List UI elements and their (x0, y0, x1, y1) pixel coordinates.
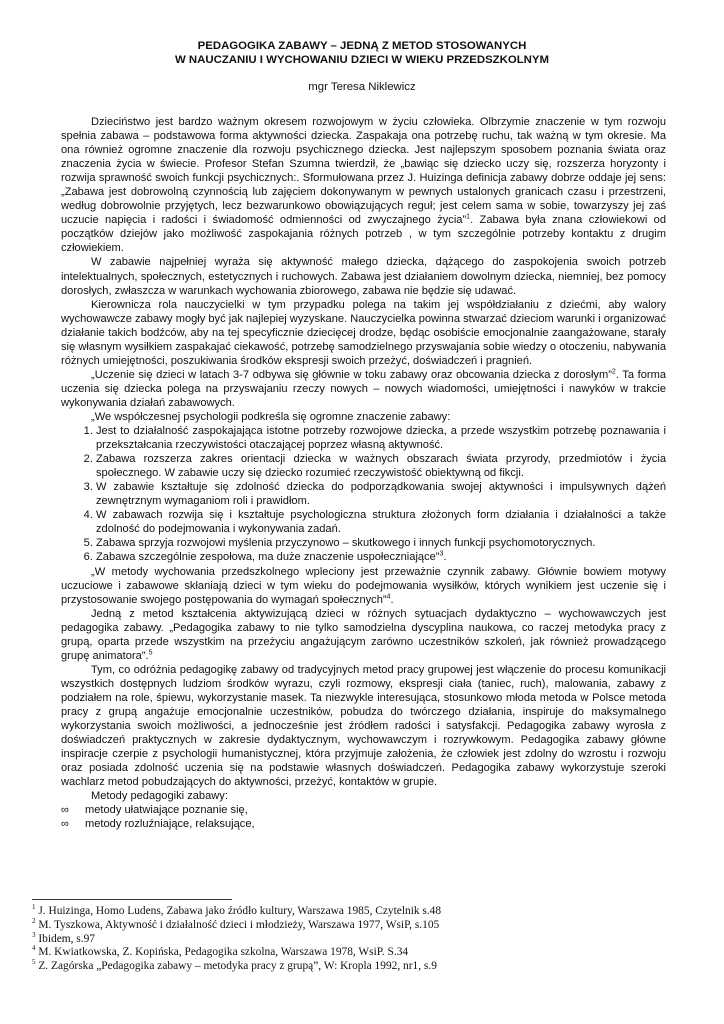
author-name: mgr Teresa Niklewicz (308, 81, 416, 93)
paragraph-7: Jedną z metod kształcenia aktywizującą dzieci w różnych sytuacjach dydaktyczno – wychowawczych jest pedagogika zabawy. „Pedagogika zabawy to nie tylko samodzielna dyscyplina naukowa, co raczej metodyka pracy z grupą, oparta przede wszystkim na przeżyciu angażującym zarówno uczestników szkoleń, jak również prowadzącego grupę animatora”.$^5$ (61, 607, 666, 662)
footnote-1: $^1$ J. Huizinga, Homo Ludens, Zabawa jako źródło kultury, Warszawa 1985, Czytelnik s.48 (32, 903, 442, 917)
footnote-ref-3: 3 (439, 550, 444, 558)
footnote-ref-5: 5 (148, 649, 153, 657)
title-line-2: W NAUCZANIU I WYCHOWANIU DZIECI W WIEKU PRZEDSZKOLNYM (175, 53, 549, 66)
title-line-1: PEDAGOGIKA ZABAWY – JEDNĄ Z METOD STOSOWANYCH (197, 40, 527, 52)
paragraph-9: Metody pedagogiki zabawy: (91, 790, 228, 803)
document-body (61, 115, 666, 831)
paragraph-8: Tym, co odróżnia pedagogikę zabawy od tradycyjnych metod pracy grupowej jest włączenie do procesu komunikacji wszystkich dostępnych ludziom środków wyrazu, czyli rozmowy, ekspresji ciała (taniec, ruch), malowania, zabawy z podziałem na role, śpiewu, wykorzystanie masek. Ta niezwykle interesująca, stosunkowo młoda metoda w Polsce metoda pracy z grupą angażuje emocjonalnie uczestników, pobudza do twórczego działania, inspiruje do maksymalnego wykorzystania swoich możliwości, a jednocześnie jest źródłem radości i satysfakcji. Pedagogika zabawy wyrosła z doświadczeń praktycznych w zakresie dydaktycznym, wychowawczym i rozrywkowym. Pedagogika zabawy główne inspiracje czerpie z psychologii humanistycznej, która przyjmuje założenia, że człowiek jest zdolny do wzrostu i rozwoju oraz posiada zdolność uczenia się na podstawie własnych doświadczeń. Pedagogika zabawy wykorzystuje szeroki wachlarz metod pobudzających do aktywności, przeżyć, kontaktów w grupie. (61, 663, 666, 789)
paragraph-5: „We współczesnej psychologii podkreśla się ogromne znaczenie zabawy: (91, 410, 451, 423)
footnote-ref-1: 1 (466, 213, 471, 221)
footnote-3: $^3$ Ibidem, s.97 (32, 930, 95, 945)
infinity-bullet-icon: ∞ (61, 818, 69, 831)
footnote-divider (32, 899, 232, 900)
numbered-list (61, 424, 666, 564)
list-item: 4. W zabawach rozwija się i kształtuje psychologiczna struktura złożonych form działania i działalności a także zdolność do podejmowania i wykonywania zadań. (96, 508, 666, 536)
footnote-4: $^4$ M. Kwiatkowska, Z. Kopińska, Pedagogika szkolna, Warszawa 1978, WsiP. S.34 (32, 944, 409, 959)
list-item: 3. W zabawie kształtuje się zdolność dziecka do podporządkowania swojej aktywności i impulsywnych dążeń zewnętrznym wymaganiom roli i prawidłom. (96, 480, 666, 508)
methods-list (61, 803, 666, 831)
paragraph-3: Kierownicza rola nauczycielki w tym przypadku polega na takim jej współdziałaniu z dziećmi, aby walory wychowawcze zabawy mogły być jak najlepiej wyzyskane. Nauczycielka powinna stwarzać dzieciom warunki i organizować działanie takich bodźców, aby na tej specyficznie dziecięcej drodze, będąc osobiście emocjonalnie zaangażowane, starały się własnym wysiłkiem zaspakajać ciekawość, potrzebę samodzielnego przyswajania sobie wiedzy o otoczeniu, nabywania różnych umiejętności, poszukiwania środków ekspresji swoich przeżyć, doświadczeń i pragnień. (61, 298, 666, 367)
list-item: 5. Zabawa sprzyja rozwojowi myślenia przyczynowo – skutkowego i innych funkcji psychomotorycznych. (96, 536, 666, 550)
paragraph-1: Dzieciństwo jest bardzo ważnym okresem rozwojowym w życiu człowieka. Olbrzymie znaczenie w tym rozwoju spełnia zabawa – podstawowa forma aktywności dziecka. Zaspakaja ona potrzebę ruchu, tak ważną w tym okresie. Ma ona również ogromne znaczenie dla rozwoju psychicznego dziecka. Jest najlepszym sposobem poznania świata oraz znaczenia życia w świecie. Profesor Stefan Szumna twierdził, że „bawiąc się dziecko uczy się, rozszerza horyzonty i rozwija sprawność swoich funkcji psychicznych:. Sformułowana przez J. Huizinga definicja zabawy dobrze oddaje jej sens: „Zabawa jest dobrowolną czynnością lub zajęciem dokonywanym w pewnych ustalonych granicach czasu i przestrzeni, według dobrowolnie przyjętych, lecz bezwarunkowo obowiązujących reguł; jest celem sama w sobie, towarzyszy jej zaś uczucie napięcia i radości i świadomość odmienności od zwyczajnego życia”$^1$. Zabawa była znana człowiekowi od początków dziejów jako możliwość zaspokajania różnych potrzeb , w tym szczególnie potrzeby kontaktu z drugim człowiekiem. (61, 116, 666, 255)
paragraph-6: „W metody wychowania przedszkolnego wpleciony jest przeważnie czynnik zabawy. Głównie bowiem motywy uczuciowe i zabawowe skłaniają dzieci w tym wieku do podejmowania wysiłków, których wynikiem jest uczenie się i przystosowanie swojego postępowania do wymagań społecznych”$^4$. (61, 565, 666, 606)
footnote-ref-2: 2 (611, 368, 616, 376)
list-item: 6. Zabawa szczególnie zespołowa, ma duże znaczenie uspołeczniające”$^3$. (96, 550, 666, 564)
document-title (70, 40, 654, 67)
footnote-2: $^2$ M. Tyszkowa, Aktywność i działalność dzieci i młodzieży, Warszawa 1977, WsiP, s.105 (32, 917, 440, 931)
footnote-ref-4: 4 (386, 592, 391, 600)
infinity-bullet-icon: ∞ (61, 804, 69, 817)
list-item: ∞ metody ułatwiające poznanie się, (61, 804, 248, 817)
footnote-5: $^5$ Z. Zagórska „Pedagogika zabawy – metodyka pracy z grupą”, W: Kropla 1992, nr1, s.9 (32, 958, 437, 973)
list-item: 1. Jest to działalność zaspokajająca istotne potrzeby rozwojowe dziecka, a przede wszystkim potrzebę poznawania i przekształcania rzeczywistości otaczającej poprzez własną aktywność. (96, 424, 666, 452)
footnotes (32, 905, 672, 974)
list-item: 2. Zabawa rozszerza zakres orientacji dziecka w ważnych obszarach świata przyrody, przedmiotów i życia społecznego. W zabawie uczy się dziecko rozumieć rzeczywistość obiektywną od fikcji. (96, 452, 666, 480)
paragraph-4: „Uczenie się dzieci w latach 3-7 odbywa się głównie w toku zabawy oraz obcowania dziecka z dorosłym”$^2$. Ta forma uczenia się dziecka polega na przyswajaniu rzeczy nowych – nowych wiadomości, umiejętności i nawyków w trakcie wykonywania działań zabawowych. (61, 368, 666, 409)
paragraph-2: W zabawie najpełniej wyraża się aktywność małego dziecka, dążącego do zaspokojenia swoich potrzeb intelektualnych, społecznych, estetycznych i ruchowych. Zabawa jest działaniem dowolnym dziecka, niemniej, bez pomocy dorosłych, zwłaszcza w warunkach wychowania zbiorowego, zabawa nie będzie się udawać. (61, 256, 666, 297)
list-item: ∞ metody rozluźniające, relaksujące, (61, 818, 255, 831)
